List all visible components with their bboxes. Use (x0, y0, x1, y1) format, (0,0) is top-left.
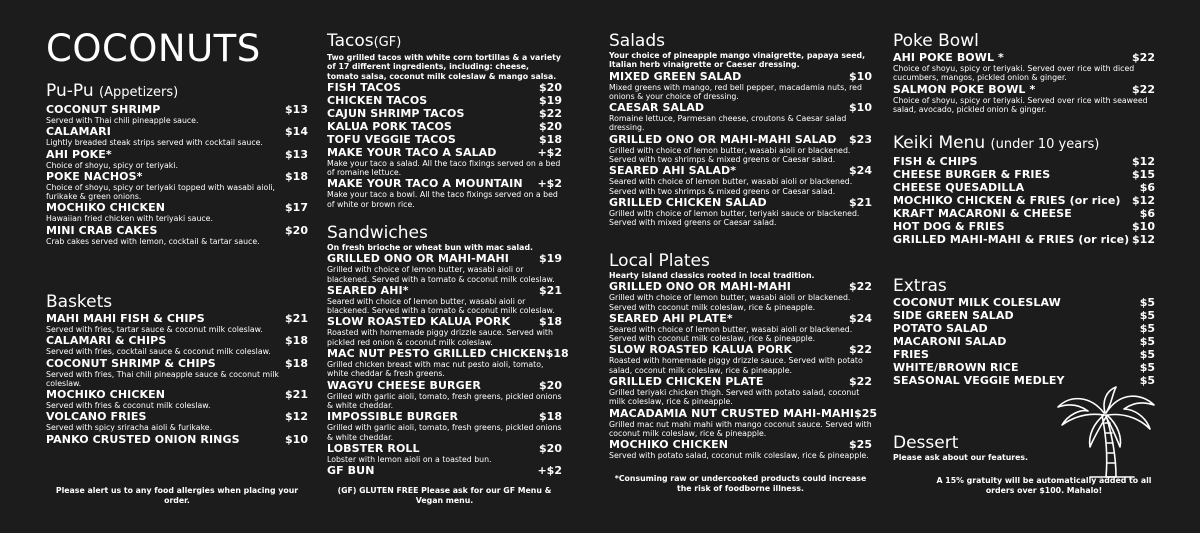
menu-item-desc: Grilled chicken breast with mac nut pesto aioli, tomato, white cheddar & fresh greens. (327, 360, 544, 379)
menu-item (46, 312, 308, 334)
section-title: Dessert (893, 433, 959, 453)
menu-item-price: $19 (539, 252, 562, 266)
menu-item-name: CALAMARI & CHIPS (46, 334, 167, 348)
menu-item-desc: Make your taco a salad. All the taco fixings served on a bed of romaine lettuce. (327, 158, 561, 178)
section-title: Salads (609, 31, 665, 51)
menu-item-price: $20 (539, 80, 562, 94)
menu-item (46, 388, 308, 410)
menu-item-row (46, 312, 308, 325)
menu-item-desc: Roasted with homemade piggy drizzle sauce. Served with pickled red onion & coconut milk coleslaw. (327, 328, 553, 347)
menu-item (327, 410, 562, 442)
menu-item (327, 284, 562, 316)
menu-item-price: $10 (849, 69, 872, 83)
menu-item-price: $13 (285, 103, 308, 116)
menu-item-price: $23 (849, 132, 872, 146)
menu-item-price: $21 (285, 388, 308, 402)
menu-item (327, 133, 562, 146)
menu-item-desc: Choice of shoyu, spicy or teriyaki topped with wasabi aioli, furikake & green onions. (46, 182, 276, 202)
menu-item-desc: Grilled with garlic aioli, tomato, fresh greens, pickled onions & white cheddar. (327, 391, 562, 410)
menu-item-desc: Served with fries, tartar sauce & coconut milk coleslaw. (46, 325, 263, 334)
menu-item-name: WHITE/BROWN RICE (893, 361, 1019, 374)
menu-item-row (46, 224, 308, 237)
menu-item (327, 442, 562, 464)
menu-item-name: MOCHIKO CHICKEN (609, 438, 729, 452)
menu-item (46, 410, 308, 432)
section-title: Extras (893, 276, 947, 296)
menu-item-desc: Hawaiian fried chicken with teriyaki sauce. (46, 214, 213, 224)
menu-item-desc: Served with spicy sriracha aioli & furikake. (46, 423, 213, 433)
menu-item-row (609, 133, 872, 146)
menu-item-price: $15 (1132, 168, 1155, 181)
item-list (327, 81, 562, 209)
menu-item-desc: Lightly breaded steak strips served with cocktail sauce. (46, 138, 263, 148)
menu-item-name: MACARONI SALAD (893, 335, 1007, 348)
menu-item-price: $5 (1139, 309, 1155, 322)
menu-item-row (46, 388, 308, 401)
menu-item-name: GRILLED ONO OR MAHI-MAHI (327, 252, 509, 266)
menu-item (893, 233, 1155, 246)
menu-item-price: $18 (285, 169, 308, 183)
menu-item-row (46, 103, 308, 116)
menu-item-price: $22 (849, 343, 872, 357)
menu-item-price: $25 (849, 438, 872, 452)
menu-item (609, 438, 872, 460)
menu-item-desc: Served with fries, Thai chili pineapple sauce & coconut milk coleslaw. (46, 369, 279, 388)
menu-item-name: TOFU VEGGIE TACOS (327, 132, 456, 146)
menu-item-name: MACADAMIA NUT CRUSTED MAHI-MAHI (609, 406, 855, 420)
menu-item (609, 70, 872, 102)
menu-item-price: +$2 (537, 177, 562, 191)
menu-item-price: $18 (545, 347, 569, 361)
section-extras (893, 276, 1155, 387)
menu-item-row (893, 83, 1155, 96)
menu-item (327, 347, 569, 379)
menu-item-name: COCONUT MILK COLESLAW (893, 296, 1061, 309)
menu-item (893, 181, 1155, 194)
menu-item-row (327, 464, 562, 477)
menu-item (327, 120, 562, 133)
menu-item-price: $5 (1139, 322, 1155, 335)
item-list (327, 252, 569, 478)
menu-item (893, 155, 1155, 168)
menu-item-row (327, 81, 562, 94)
menu-item-desc: Grilled with choice of lemon butter, wasabi aioli or blackened. Served with coconut milk coleslaw, rice & pineapple. (609, 293, 851, 312)
menu-item-desc: Seared with choice of lemon butter, wasabi aioli or blackened. Served with two shrimps & mixed greens or Caesar salad. (609, 177, 853, 196)
menu-item (893, 296, 1155, 309)
menu-item-row (609, 101, 872, 114)
menu-item-row (893, 207, 1155, 220)
menu-item (327, 107, 562, 120)
menu-item-price: $22 (1132, 82, 1155, 96)
menu-item (609, 101, 872, 133)
menu-item (46, 334, 308, 356)
item-list (609, 70, 872, 228)
menu-item-price: +$2 (537, 145, 562, 159)
item-list (893, 296, 1155, 387)
menu-item-name: MOCHIKO CHICKEN (46, 201, 166, 215)
menu-item-price: $12 (285, 410, 308, 424)
menu-item-desc: Choice of shoyu, spicy or teriyaki. (46, 160, 178, 170)
menu-item (327, 252, 562, 284)
menu-item (327, 94, 562, 107)
section-title: Local Plates (609, 251, 710, 271)
menu-item-row (893, 194, 1155, 207)
menu-item-name: POKE NACHOS* (46, 169, 143, 183)
menu-item-row (609, 406, 878, 420)
menu-item-name: PANKO CRUSTED ONION RINGS (46, 432, 240, 446)
menu-item (893, 51, 1155, 83)
menu-item-desc: Lobster with lemon aioli on a toasted bun. (327, 454, 492, 464)
menu-item-price: $20 (539, 119, 562, 133)
menu-item (609, 312, 872, 344)
menu-item-row (609, 438, 872, 451)
menu-item-price: $6 (1139, 207, 1155, 220)
menu-item-name: IMPOSSIBLE BURGER (327, 410, 459, 424)
menu-item-price: $20 (285, 223, 308, 237)
section-intro: Your choice of pineapple mango vinaigrette, papaya seed, Italian herb vinaigrette or Caeser dressing. (609, 51, 866, 70)
menu-item (327, 146, 562, 178)
menu-item-price: $18 (539, 315, 562, 329)
menu-item (893, 168, 1155, 181)
menu-item-name: SEARED AHI PLATE* (609, 311, 733, 325)
item-list (46, 103, 308, 246)
menu-item-row (46, 410, 308, 423)
restaurant-name: COCONUTS (46, 27, 261, 70)
section-dessert (893, 433, 1043, 462)
menu-item-desc: Roasted with homemade piggy drizzle sauce. Served with potato salad, coconut milk coleslaw, rice & pineapple. (609, 356, 863, 375)
menu-item-desc: Make your taco a bowl. All the taco fixings served on a bed of white or brown rice. (327, 190, 558, 209)
gf-tag: (GF) (373, 35, 402, 50)
menu-item-price: $21 (849, 195, 872, 209)
menu-item-row (327, 146, 562, 159)
menu-item (893, 220, 1155, 233)
menu-item-name: CALAMARI (46, 125, 111, 139)
menu-item-row (609, 375, 872, 388)
menu-item-price: $6 (1139, 181, 1155, 194)
menu-item-name: VOLCANO FRIES (46, 410, 147, 424)
menu-item-row (327, 315, 562, 328)
menu-item (893, 194, 1155, 207)
menu-item-price: $5 (1139, 348, 1155, 361)
menu-item-price: $22 (849, 280, 872, 294)
menu-item (893, 83, 1155, 115)
menu-item-name: KRAFT MACARONI & CHEESE (893, 207, 1072, 220)
menu-item-row (609, 196, 872, 209)
menu-item-price: $5 (1139, 374, 1155, 387)
menu-item-row (46, 433, 308, 446)
menu-item-name: GRILLED ONO OR MAHI-MAHI (609, 280, 791, 294)
menu-item-name: CHICKEN TACOS (327, 93, 428, 107)
menu-item-name: MAKE YOUR TACO A MOUNTAIN (327, 177, 523, 191)
menu-item-row (46, 357, 308, 370)
section-pupu (46, 81, 308, 246)
menu-item-price: $21 (285, 312, 308, 325)
menu-item-desc: Seared with choice of lemon butter, wasabi aioli or blackened. Served with coconut milk coleslaw, rice & pineapple. (609, 324, 853, 344)
menu-item-row (327, 252, 562, 265)
menu-item (327, 81, 562, 94)
menu-item-desc: Choice of shoyu, spicy or teriyaki. Served over rice with seaweed salad, avocado, pickled onion & ginger. (893, 95, 1148, 114)
menu-item-name: GF BUN (327, 464, 375, 478)
menu-item-price: $18 (539, 410, 562, 424)
menu-item-desc: Choice of shoyu, spicy or teriyaki. Served over rice with diced cucumbers, mangos, pickled onion & ginger. (893, 64, 1135, 83)
menu-item-row (893, 220, 1155, 233)
menu-item-price: $17 (285, 201, 308, 215)
section-subtitle: (Appetizers) (99, 85, 179, 100)
menu-item (609, 196, 872, 228)
menu-item (893, 207, 1155, 220)
raw-food-note: *Consuming raw or undercooked products could increase the risk of foodborne illness. (614, 474, 867, 493)
menu-item-row (327, 94, 562, 107)
section-title: Sandwiches (327, 223, 428, 243)
menu-item-price: $12 (1132, 155, 1155, 168)
section-tacos (327, 31, 562, 209)
menu-item-name: CAJUN SHRIMP TACOS (327, 106, 465, 120)
section-intro: Two grilled tacos with white corn tortillas & a variety of 17 different ingredients, including: cheese, tomato salsa, coconut milk coleslaw & mango salsa. (327, 53, 561, 81)
menu-item (46, 433, 308, 446)
menu-item-name: MOCHIKO CHICKEN (46, 388, 166, 402)
menu-item-price: $18 (539, 132, 562, 146)
menu-item-price: $22 (1132, 51, 1155, 64)
menu-item-price: $18 (285, 356, 308, 370)
menu-item-name: MIXED GREEN SALAD (609, 69, 742, 83)
menu-item-row (46, 125, 308, 138)
menu-item-price: $19 (539, 93, 562, 107)
menu-item-row (46, 334, 308, 347)
menu-item-name: AHI POKE* (46, 147, 112, 161)
menu-item-row (609, 70, 872, 83)
allergy-note: Please alert us to any food allergies when placing your order. (55, 486, 299, 505)
menu-item-name: GRILLED MAHI-MAHI & FRIES (or rice) (893, 233, 1130, 246)
menu-item-price: $24 (849, 164, 872, 178)
menu-item-desc: Served with potato salad, coconut milk coleslaw, rice & pineapple. (609, 451, 869, 461)
menu-item-name: SLOW ROASTED KALUA PORK (609, 343, 793, 357)
section-salads (609, 31, 872, 228)
menu-item-row (327, 177, 562, 190)
menu-item-row (893, 296, 1155, 309)
menu-item-price: $10 (285, 432, 308, 446)
item-list (893, 155, 1155, 246)
menu-item-price: $5 (1139, 296, 1155, 309)
section-title: Keiki Menu (893, 133, 986, 153)
menu-item-name: MOCHIKO CHICKEN & FRIES (or rice) (893, 194, 1121, 207)
menu-item-row (893, 309, 1155, 322)
menu-item-desc: Romaine lettuce, Parmesan cheese, croutons & Caesar salad dressing. (609, 114, 847, 133)
menu-item-name: MAHI MAHI FISH & CHIPS (46, 312, 205, 325)
section-baskets (46, 292, 308, 446)
menu-item-row (609, 312, 872, 325)
menu-item-name: SALMON POKE BOWL * (893, 82, 1036, 96)
section-local-plates (609, 251, 878, 461)
menu-item-row (893, 335, 1155, 348)
menu-item-row (893, 233, 1155, 246)
menu-item-row (327, 284, 562, 297)
menu-item (46, 170, 308, 202)
menu-item-row (609, 343, 872, 356)
menu-item-row (46, 148, 308, 161)
menu-item-name: SEARED AHI* (327, 283, 409, 297)
menu-item-name: GRILLED CHICKEN PLATE (609, 375, 764, 389)
menu-item-desc: Served with Thai chili pineapple sauce. (46, 116, 199, 125)
menu-item-name: LOBSTER ROLL (327, 441, 420, 455)
menu-item-price: $25 (854, 406, 878, 420)
menu-item (893, 335, 1155, 348)
menu-item (327, 315, 562, 347)
palm-tree-icon (1050, 385, 1160, 480)
menu-item-desc: Grilled mac nut mahi mahi with mango coconut sauce. Served with coconut milk coleslaw, rice & pineapple. (609, 419, 872, 438)
menu-item-name: GRILLED ONO OR MAHI-MAHI SALAD (609, 132, 837, 146)
menu-item-name: KALUA PORK TACOS (327, 119, 452, 133)
menu-item-row (609, 280, 872, 293)
menu-item (46, 224, 308, 246)
section-title: Poke Bowl (893, 31, 979, 51)
menu-item-row (327, 133, 562, 146)
menu-item (327, 379, 562, 411)
menu-item-desc: Grilled with garlic aioli, tomato, fresh greens, pickled onions & white cheddar. (327, 423, 562, 442)
menu-item-desc: Grilled with choice of lemon butter, teriyaki sauce or blackened. Served with mixed greens or Caesar salad. (609, 208, 860, 228)
menu-item-row (327, 442, 562, 455)
menu-item-row (327, 120, 562, 133)
menu-item (609, 343, 872, 375)
section-intro: On fresh brioche or wheat bun with mac salad. (327, 243, 533, 252)
menu-item-name: WAGYU CHEESE BURGER (327, 378, 481, 392)
menu-item-price: $12 (1132, 233, 1155, 246)
menu-item-row (609, 164, 872, 177)
menu-item (893, 348, 1155, 361)
menu-item-price: $13 (285, 147, 308, 161)
menu-item-name: SEASONAL VEGGIE MEDLEY (893, 374, 1065, 387)
item-list (893, 51, 1155, 114)
menu-item-name: CHEESE QUESADILLA (893, 181, 1025, 194)
menu-item-row (327, 410, 562, 423)
menu-item-name: MINI CRAB CAKES (46, 223, 158, 237)
menu-item (46, 148, 308, 170)
menu-item (893, 309, 1155, 322)
menu-item-name: SLOW ROASTED KALUA PORK (327, 315, 511, 329)
menu-item (327, 464, 562, 477)
menu-item-row (46, 201, 308, 214)
section-title: Baskets (46, 292, 113, 312)
section-keiki-menu (893, 133, 1155, 246)
menu-item (609, 375, 872, 407)
menu-item (609, 164, 872, 196)
menu-item-name: POTATO SALAD (893, 322, 988, 335)
menu-item-name: GRILLED CHICKEN SALAD (609, 195, 767, 209)
menu-item-desc: Grilled teriyaki chicken thigh. Served with potato salad, coconut milk coleslaw, rice & pineapple. (609, 388, 860, 407)
menu-item-price: $20 (539, 441, 562, 455)
menu-item-name: SIDE GREEN SALAD (893, 309, 1014, 322)
menu-item-desc: Seared with choice of lemon butter, wasabi aioli or blackened. Served with a tomato & coconut milk coleslaw. (327, 296, 555, 316)
section-title: Pu-Pu (46, 81, 94, 101)
menu-item-price: $22 (849, 375, 872, 389)
menu-item (893, 361, 1155, 374)
menu-item-price: $14 (285, 125, 308, 139)
menu-item-price: +$2 (537, 464, 562, 478)
menu-item-price: $24 (849, 311, 872, 325)
menu-item-row (893, 168, 1155, 181)
menu-item-desc: Grilled with choice of lemon butter, wasabi aioli or blackened. Served with a tomato & coconut milk coleslaw. (327, 265, 555, 284)
menu-item-price: $10 (849, 101, 872, 115)
menu-item-row (893, 181, 1155, 194)
menu-item-price: $10 (1132, 220, 1155, 233)
menu-item-desc: Crab cakes served with lemon, cocktail & tartar sauce. (46, 236, 260, 246)
menu-item-name: HOT DOG & FRIES (893, 220, 1005, 233)
menu-item-name: FISH TACOS (327, 80, 402, 94)
section-title: Tacos (327, 31, 374, 51)
menu-item-name: MAKE YOUR TACO A SALAD (327, 145, 497, 159)
item-list (46, 312, 308, 446)
menu-item (46, 357, 308, 389)
menu-item-name: COCONUT SHRIMP & CHIPS (46, 356, 216, 370)
menu-item-desc: Served with fries & coconut milk coleslaw. (46, 401, 211, 411)
section-intro: Hearty island classics rooted in local tradition. (609, 271, 815, 280)
menu-item-desc: Mixed greens with mango, red bell pepper, macadamia nuts, red onions & your choice of dressing. (609, 82, 862, 101)
menu-item-row (893, 361, 1155, 374)
menu-item-price: $5 (1139, 335, 1155, 348)
menu-item-name: CHEESE BURGER & FRIES (893, 168, 1051, 181)
menu-item (609, 133, 872, 165)
menu-item-name: CAESAR SALAD (609, 101, 705, 115)
menu-item-row (893, 322, 1155, 335)
menu-item-row (46, 170, 308, 183)
menu-item-row (893, 348, 1155, 361)
gratuity-note: A 15% gratuity will be automatically added to all orders over $100. Mahalo! (936, 476, 1152, 495)
menu-item-price: $22 (539, 106, 562, 120)
section-sandwiches (327, 223, 569, 478)
menu-item (46, 201, 308, 223)
section-poke-bowl (893, 31, 1155, 114)
menu-item-name: SEARED AHI SALAD* (609, 164, 737, 178)
item-list (609, 280, 878, 461)
menu-item (46, 125, 308, 147)
menu-item-price: $12 (1132, 194, 1155, 207)
menu-item-name: MAC NUT PESTO GRILLED CHICKEN (327, 347, 546, 361)
menu-item-row (327, 347, 569, 361)
section-subtitle: (under 10 years) (990, 137, 1100, 152)
menu-item-row (893, 155, 1155, 168)
menu-item-name: FRIES (893, 348, 930, 361)
menu-item-desc: Grilled with choice of lemon butter, wasabi aioli or blackened. Served with two shrimps & mixed greens or Caesar salad. (609, 145, 851, 165)
menu-item-name: AHI POKE BOWL * (893, 51, 1004, 64)
menu-item (609, 280, 872, 312)
menu-item-row (327, 379, 562, 392)
menu-item-desc: Served with fries, cocktail sauce & coconut milk coleslaw. (46, 347, 271, 357)
dessert-desc: Please ask about our features. (893, 453, 1028, 462)
menu-item (893, 322, 1155, 335)
menu-item-price: $5 (1139, 361, 1155, 374)
menu-item-price: $21 (539, 283, 562, 297)
menu-item (327, 177, 562, 209)
menu-item-name: COCONUT SHRIMP (46, 103, 161, 116)
menu-item (609, 406, 878, 439)
gf-note: (GF) GLUTEN FREE Please ask for our GF Menu & Vegan menu. (337, 486, 552, 505)
menu-item-row (893, 51, 1155, 64)
menu-item-name: FISH & CHIPS (893, 155, 978, 168)
menu-item (46, 103, 308, 125)
menu-item-price: $18 (285, 334, 308, 348)
menu-item-price: $20 (539, 378, 562, 392)
menu-item-row (327, 107, 562, 120)
